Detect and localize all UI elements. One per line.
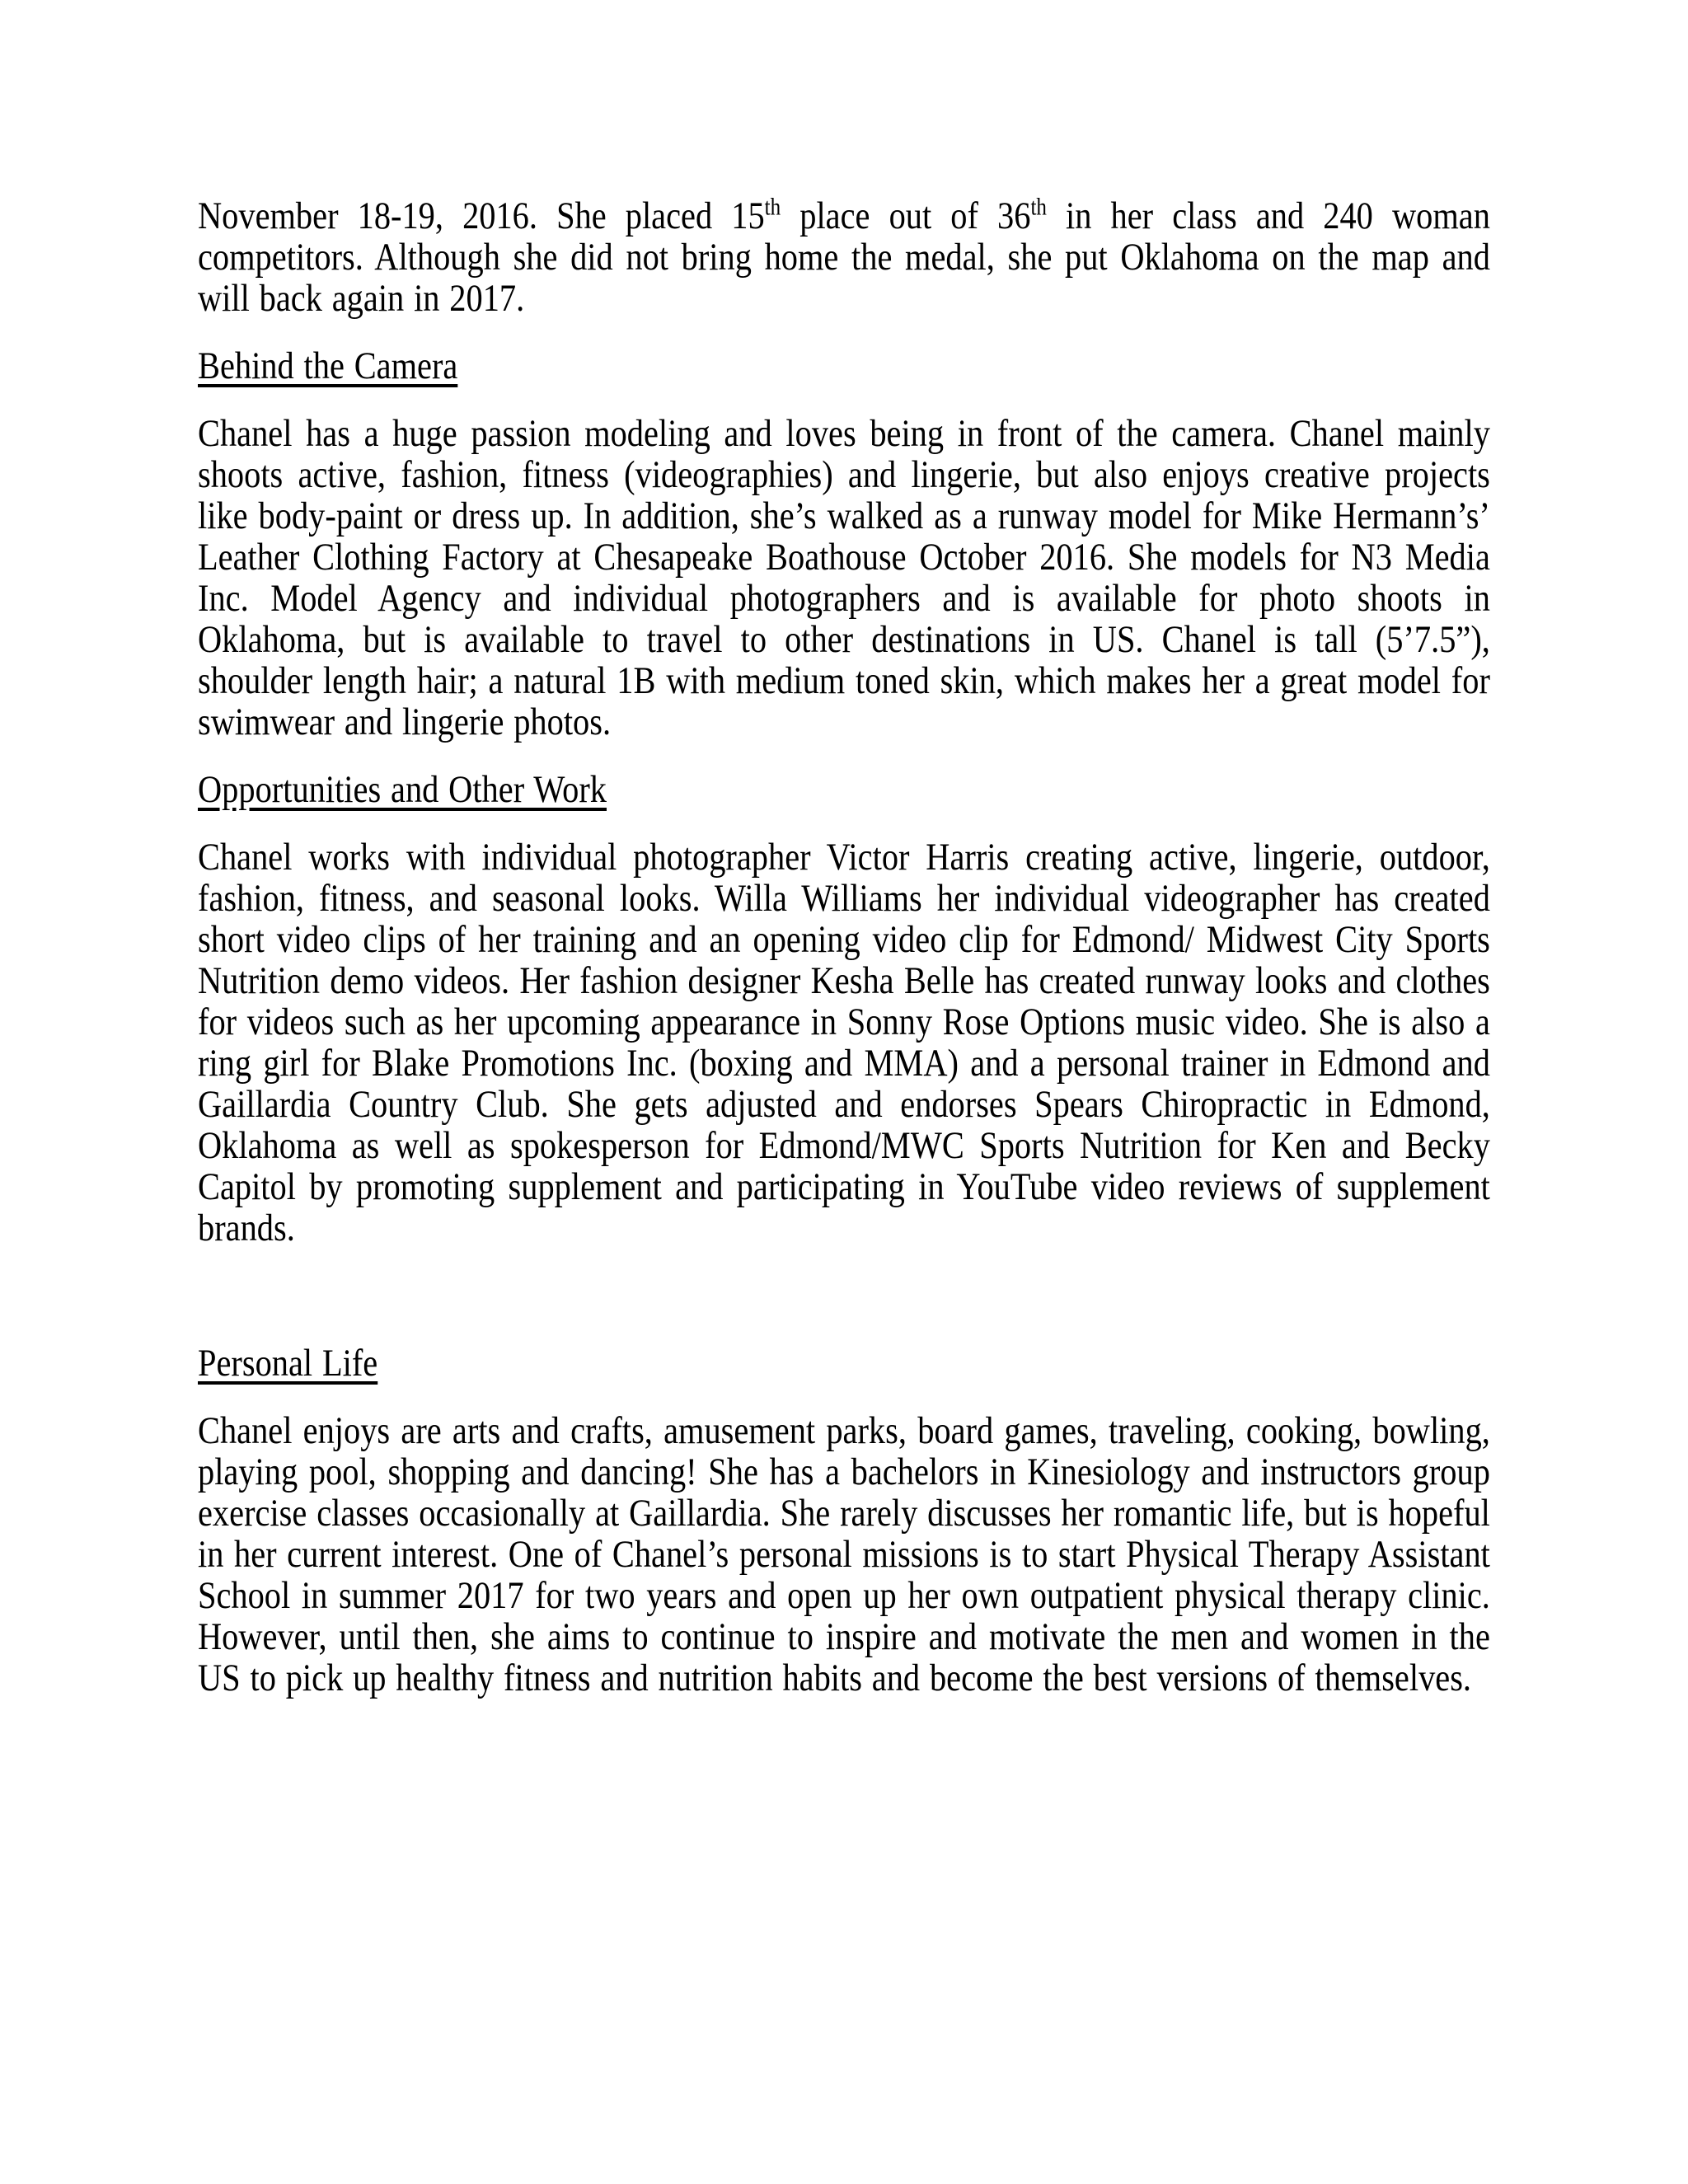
- heading-behind-the-camera: Behind the Camera: [198, 344, 458, 387]
- paragraph-opportunities-and-other-work: Chanel works with individual photographer Victor Harris creating active, lingerie, outdoor, fashion, fitness, and seasonal looks. Willa Williams her individual videographer has created short video clips of her training and an opening video clip for Edmond/ Midwest City Sports Nutrition demo videos. Her fashion designer Kesha Belle has created runway looks and clothes for videos such as her upcoming appearance in Sonny Rose Options music video. She is also a ring girl for Blake Promotions Inc. (boxing and MMA) and a personal trainer in Edmond and Gaillardia Country Club. She gets adjusted and endorses Spears Chiropractic in Edmond, Oklahoma as well as spokesperson for Edmond/MWC Sports Nutrition for Ken and Becky Capitol by promoting supplement and participating in YouTube video reviews of supplement brands.: [198, 836, 1490, 1249]
- intro-text-part3: in her class and 240 woman competitors. Although she did not bring home the medal, she put Oklahoma on the map and will back again in 2017.: [198, 194, 1490, 320]
- heading-personal-life: Personal Life: [198, 1342, 378, 1385]
- intro-text-part2: place out of 36: [781, 194, 1031, 237]
- blank-paragraph-spacer: [198, 1275, 1490, 1316]
- paragraph-competition-results: [198, 195, 1490, 319]
- paragraph-behind-the-camera: Chanel has a huge passion modeling and loves being in front of the camera. Chanel mainly shoots active, fashion, fitness (videographies) and lingerie, but also enjoys creative projects like body-paint or dress up. In addition, she’s walked as a runway model for Mike Hermann’s’ Leather Clothing Factory at Chesapeake Boathouse October 2016. She models for N3 Media Inc. Model Agency and individual photographers and is available for photo shoots in Oklahoma, but is available to travel to other destinations in US. Chanel is tall (5’7.5”), shoulder length hair; a natural 1B with medium toned skin, which makes her a great model for swimwear and lingerie photos.: [198, 412, 1490, 743]
- section-heading-row-behind-the-camera: [198, 345, 1490, 387]
- intro-text-part1: November 18-19, 2016. She placed 15: [198, 194, 765, 237]
- section-heading-row-opportunities: [198, 769, 1490, 810]
- ordinal-suffix-36th: th: [1030, 194, 1047, 221]
- ordinal-suffix-15th: th: [764, 194, 781, 221]
- paragraph-personal-life: Chanel enjoys are arts and crafts, amusement parks, board games, traveling, cooking, bowling, playing pool, shopping and dancing! She has a bachelors in Kinesiology and instructors group exercise classes occasionally at Gaillardia. She rarely discusses her romantic life, but is hopeful in her current interest. One of Chanel’s personal missions is to start Physical Therapy Assistant School in summer 2017 for two years and open up her own outpatient physical therapy clinic. However, until then, she aims to continue to inspire and motivate the men and women in the US to pick up healthy fitness and nutrition habits and become the best versions of themselves.: [198, 1409, 1490, 1699]
- section-heading-row-personal-life: [198, 1343, 1490, 1384]
- document-content: [198, 195, 1490, 1699]
- heading-opportunities-and-other-work: Opportunities and Other Work: [198, 768, 607, 811]
